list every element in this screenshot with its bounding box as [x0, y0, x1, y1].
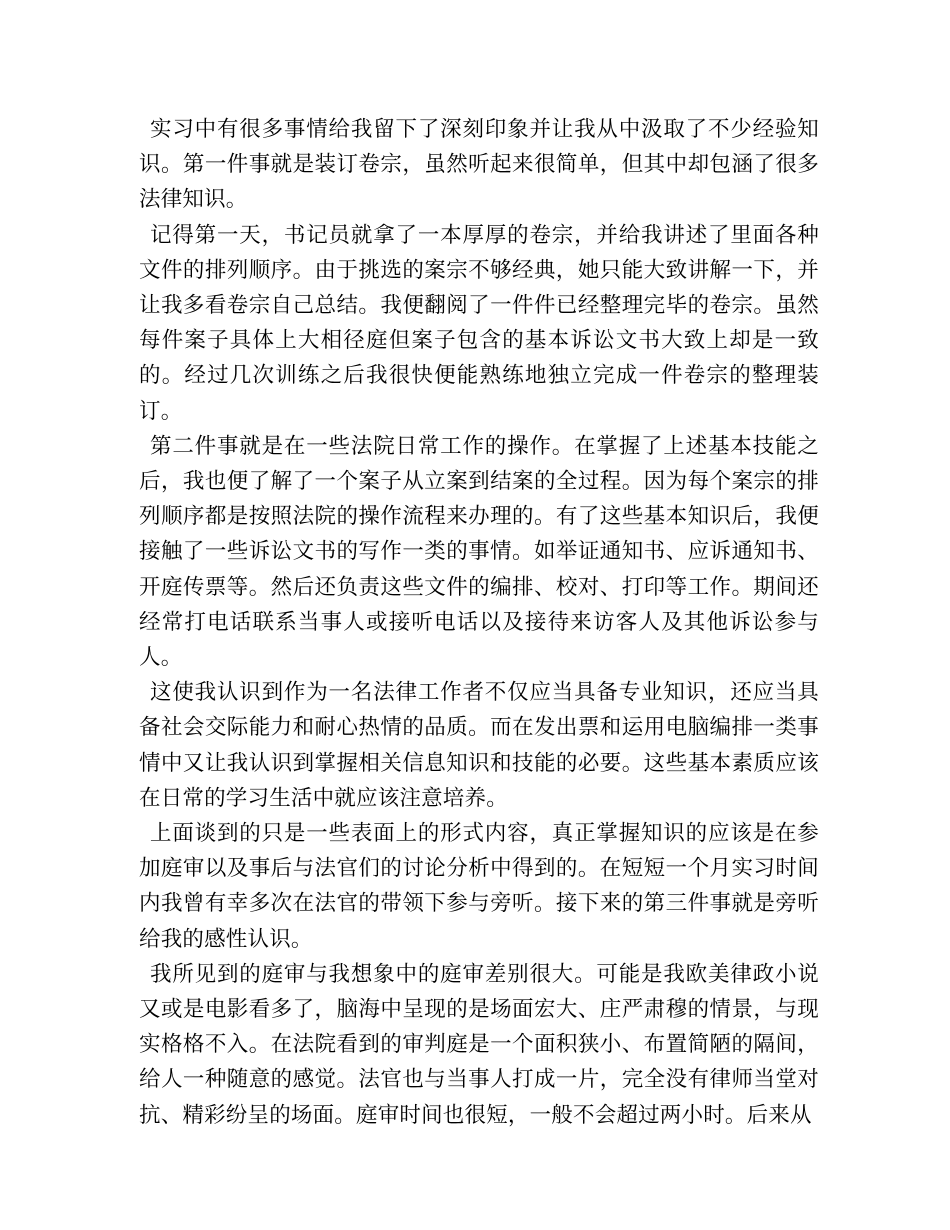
paragraph-3: 第二件事就是在一些法院日常工作的操作。在掌握了上述基本技能之后，我也便了解了一个案子从立案到结案的全过程。因为每个案宗的排列顺序都是按照法院的操作流程来办理的。有了这些基本知识后，我便接触了一些诉讼文书的写作一类的事情。如举证通知书、应诉通知书、开庭传票等。然后还负责这些文件的编排、校对、打印等工作。期间还经常打电话联系当事人或接听电话以及接待来访客人及其他诉讼参与人。: [139, 433, 819, 671]
paragraph-4: 这使我认识到作为一名法律工作者不仅应当具备专业知识，还应当具备社会交际能力和耐心热情的品质。而在发出票和运用电脑编排一类事情中又让我认识到掌握相关信息知识和技能的必要。这些基本素质应该在日常的学习生活中就应该注意培养。: [139, 680, 819, 811]
paragraph-1: 实习中有很多事情给我留下了深刻印象并让我从中汲取了不少经验知识。第一件事就是装订卷宗，虽然听起来很简单，但其中却包涵了很多法律知识。: [139, 117, 819, 213]
paragraph-2: 记得第一天，书记员就拿了一本厚厚的卷宗，并给我讲述了里面各种文件的排列顺序。由于挑选的案宗不够经典，她只能大致讲解一下，并让我多看卷宗自己总结。我便翻阅了一件件已经整理完毕的卷宗。虽然每件案子具体上大相径庭但案子包含的基本诉讼文书大致上却是一致的。经过几次训练之后我很快便能熟练地独立完成一件卷宗的整理装订。: [139, 222, 819, 424]
paragraph-5: 上面谈到的只是一些表面上的形式内容，真正掌握知识的应该是在参加庭审以及事后与法官们的讨论分析中得到的。在短短一个月实习时间内我曾有幸多次在法官的带领下参与旁听。接下来的第三件事就是旁听给我的感性认识。: [139, 821, 819, 952]
paragraph-6: 我所见到的庭审与我想象中的庭审差别很大。可能是我欧美律政小说又或是电影看多了，脑海中呈现的是场面宏大、庄严肃穆的情景，与现实格格不入。在法院看到的审判庭是一个面积狭小、布置简陋的隔间，给人一种随意的感觉。法官也与当事人打成一片，完全没有律师当堂对抗、精彩纷呈的场面。庭审时间也很短，一般不会超过两小时。后来从: [139, 961, 819, 1128]
document-body: [139, 112, 819, 1133]
